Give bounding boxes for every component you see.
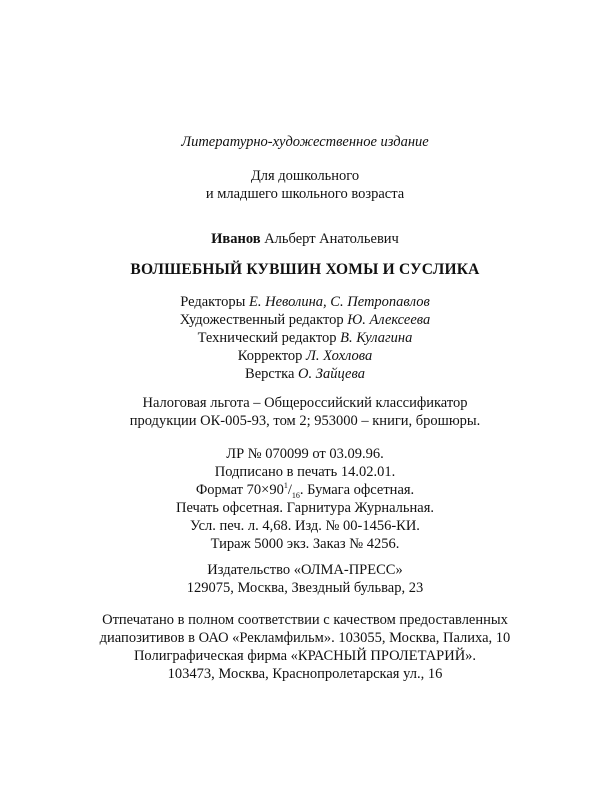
publisher-address: 129075, Москва, Звездный бульвар, 23 xyxy=(186,580,424,596)
format: Формат $70\times 90^1/_{16}$. Бумага офсетная. xyxy=(195,481,415,500)
genre: Литературно-художественное издание xyxy=(181,134,429,150)
print-type: Печать офсетная. Гарнитура Журнальная. xyxy=(176,500,434,516)
signed-date: Подписано в печать 14.02.01. xyxy=(214,464,396,480)
credit-names: О. Зайцева xyxy=(298,366,365,382)
printer-line-3: Полиграфическая фирма «КРАСНЫЙ ПРОЛЕТАРИЙ». xyxy=(133,648,477,664)
publisher-name: Издательство «ОЛМА-ПРЕСС» xyxy=(207,562,403,578)
printer-line-1: Отпечатано в полном соответствии с качеством предоставленных xyxy=(102,612,508,628)
format-sub: 16 xyxy=(291,490,300,500)
printer-line-4: 103473, Москва, Краснопролетарская ул., 16 xyxy=(167,666,443,682)
audience-line-1: Для дошкольного xyxy=(250,168,360,184)
author xyxy=(0,230,610,248)
printer-line-2: диапозитивов в ОАО «Рекламфильм». 103055, Москва, Палиха, 10 xyxy=(99,630,511,646)
author-surname: Иванов xyxy=(211,231,261,247)
credit-role: Корректор xyxy=(237,348,303,364)
credit-role: Верстка xyxy=(245,366,295,382)
credit-role: Художественный редактор xyxy=(179,312,344,328)
author-name: Альберт Анатольевич xyxy=(264,231,399,247)
credit-tech-editor xyxy=(0,329,610,347)
format-sup: 1 xyxy=(283,481,288,491)
tax-line-1: Налоговая льгота – Общероссийский классификатор xyxy=(142,395,468,411)
sheets: Усл. печ. л. 4,68. Изд. № 00-1456-КИ. xyxy=(190,518,420,534)
format-suffix: . Бумага офсетная. xyxy=(299,482,415,498)
credit-layout xyxy=(0,365,610,383)
credit-art-editor xyxy=(0,311,610,329)
tax-line-2: продукции ОК-005-93, том 2; 953000 – книги, брошюры. xyxy=(129,413,481,429)
credit-names: Ю. Алексеева xyxy=(347,312,431,328)
credit-role: Редакторы xyxy=(180,294,246,310)
credit-names: Л. Хохлова xyxy=(306,348,373,364)
book-title: ВОЛШЕБНЫЙ КУВШИН ХОМЫ И СУСЛИКА xyxy=(130,261,480,278)
credit-editors xyxy=(0,293,610,311)
credit-role: Технический редактор xyxy=(197,330,337,346)
print-run: Тираж 5000 экз. Заказ № 4256. xyxy=(210,536,400,552)
license: ЛР № 070099 от 03.09.96. xyxy=(226,446,384,462)
format-prefix: Формат 70×90 xyxy=(195,482,284,498)
credit-names: Е. Неволина, С. Петропавлов xyxy=(249,294,430,310)
audience-line-2: и младшего школьного возраста xyxy=(205,186,405,202)
credit-names: В. Кулагина xyxy=(340,330,413,346)
credit-proofreader xyxy=(0,347,610,365)
